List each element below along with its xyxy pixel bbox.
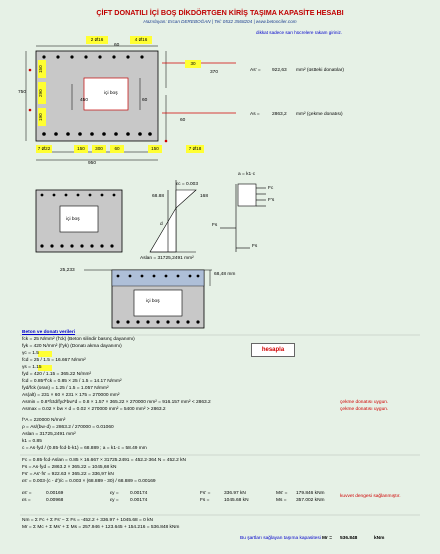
as2-value: 2863,2: [272, 112, 287, 117]
fs-row-2-h: 357.002 kNm: [296, 498, 325, 503]
fs-row-2-e: Fs =: [200, 498, 210, 503]
calc-line: As(alt) = 231 × 60 × 231 × 175 = 270000 mm²: [22, 393, 120, 398]
calc-line: γc = 1.5: [22, 351, 39, 356]
compression-block: [112, 270, 204, 286]
fs-row-1-b: 0.00169: [46, 491, 64, 496]
as2-unit: mm² (çekme donatısı): [296, 112, 343, 117]
input-bar-bottom-left[interactable]: 7 Ø22: [37, 146, 51, 151]
calc-header: Beton ve donatı verileri: [22, 330, 76, 335]
input-dim-left-c[interactable]: 190: [38, 108, 46, 126]
calc-line: fcd = 0.85*f'ck = 0.85 × 25 / 1.5 = 14.17 N/mm²: [22, 379, 122, 384]
right-value-label: 68,48 mm: [214, 272, 236, 277]
ok-note-2: çekme donatısı uygun.: [340, 407, 389, 412]
input-dim-b2[interactable]: 300: [92, 145, 106, 153]
calc-line: f*A = 220000 N/mm²: [22, 418, 66, 423]
calc-line: Fs' = As'·fs' = 922.63 × 365.22 = 336,97 kN: [22, 472, 114, 477]
aslan-label: Aslan = 31725,2491 mm²: [140, 256, 194, 261]
k1-label: a = k1·c: [238, 172, 256, 177]
calc-line: ρ = As/(bw·d) = 2863.2 / 270000 = 0.01060: [22, 425, 114, 430]
dim-left-total: 750: [18, 90, 27, 95]
fs-row-2-a: εs =: [22, 498, 31, 503]
gamma-c-input[interactable]: [38, 351, 52, 357]
fs-row-1-f: 336.97 kN: [224, 491, 246, 496]
calc-line: fyd/fck (oran) = 1.25 / 1.5 = 1.057 N/mm²: [22, 386, 109, 391]
strain-val-a: 68.88: [152, 194, 165, 199]
result-unit: kNm: [374, 536, 385, 541]
dim-top: 60: [114, 43, 120, 48]
as1-label: As' =: [250, 68, 261, 73]
ok-note-1: çekme donatısı uygun.: [340, 400, 389, 405]
calc-line: Fc = 0.85·fcd·Aslan = 0.85 × 16.667 × 31725.2491 = 452.2·364 N = 452.2 kN: [22, 458, 187, 463]
sum-row-1: Nm = Σ Fc + Σ Fs' − Σ Fs = -452.2 + 336.97 + 1045.68 = 0 kN: [22, 518, 153, 523]
fs-label: Fs: [212, 223, 218, 228]
fs-row-1-h: 179.846 kNm: [296, 491, 325, 496]
fs-row-1-d: 0.00174: [130, 491, 148, 496]
fs-row-2-b: 0.00968: [46, 498, 64, 503]
input-note: dikkat sadece sarı hücrelere rakam giriniz.: [256, 30, 343, 35]
calc-line: fck = 25 N/mm² (f'ck) (Beton silindir basınç dayanımı): [22, 337, 135, 342]
fs-row-2-g: Ms =: [276, 498, 287, 503]
fs-row-1-c: εy =: [110, 491, 119, 496]
calc-line: Aslan = 31725,2491 mm²: [22, 432, 76, 437]
input-bar-bottom-right[interactable]: 7 Ø18: [186, 145, 204, 153]
dim-right-lower: 60: [142, 98, 148, 103]
fs2-label: Fs: [252, 244, 258, 249]
input-bar-top-right[interactable]: 4 Ø16: [130, 36, 152, 44]
dim-right-side: 370: [210, 70, 219, 75]
calc-line: fyd = 420 / 1.15 = 365.22 N/mm²: [22, 372, 92, 377]
force-diagram: [220, 184, 266, 252]
input-dim-b1[interactable]: 150: [74, 145, 88, 153]
as2-label: As =: [250, 112, 260, 117]
balance-note: kuvvet dengesi sağlanmıştır.: [340, 494, 401, 499]
calc-line: fcd = 25 / 1.5 = 16.667 N/mm²: [22, 358, 86, 363]
calc-line: fyk = 420 N/mm² (f'yk) (Donatı akma dayanımı): [22, 344, 122, 349]
fs-row-1-e: Fs' =: [200, 491, 211, 496]
as1-value: 922,63: [272, 68, 287, 73]
fc-label: Fc: [268, 186, 274, 191]
calc-line: Asmax = 0.02 × bw × d = 0.02 × 270000 mm² = 5400 mm² > 2863.2: [22, 407, 166, 412]
input-bar-top-left[interactable]: 2 Ø16: [86, 36, 108, 44]
fs-row-2-f: 1045.68 kN: [224, 498, 249, 503]
page-subtitle: Hazırlayan: Ercan DEREBOĞAN | Tel: 0532 3568204 | www.betonciler.com: [143, 19, 297, 24]
fcs-label: F's: [268, 198, 275, 203]
red-arrows-1: [162, 63, 236, 113]
calc-line: εs' = 0.003·(c - d')/c = 0.003 × (68.889 - 30) / 68.889 = 0.00169: [22, 479, 156, 484]
hollow-label-1: içi boş: [104, 91, 118, 96]
page-title: ÇİFT DONATILI İÇİ BOŞ DİKDÖRTGEN KİRİŞ TAŞIMA KAPASİTE HESABI: [96, 8, 344, 17]
calc-line: Asmin = 0.8*fctd/fyd*bw*d = 0.8 × 1.57 × 365.22 × 270000 mm² = 916.157 mm² < 2863.2: [22, 400, 211, 405]
as1-unit: mm² (üstteki donatılar): [296, 68, 344, 73]
fs-row-2-c: εy =: [110, 498, 119, 503]
dim-total-width: 950: [88, 161, 97, 166]
calc-line: k1 = 0.85: [22, 439, 42, 444]
hollow-label-2: içi boş: [66, 217, 80, 222]
eps-c-label: εc = 0.003: [176, 182, 199, 187]
dim-mid: 450: [80, 98, 89, 103]
result-label: Mr =: [322, 536, 332, 541]
result-value: 536.848: [340, 536, 358, 541]
input-dim-b3[interactable]: 60: [110, 145, 124, 153]
left-value-label: 25,233: [60, 268, 75, 273]
fs-row-2-d: 0.00174: [130, 498, 148, 503]
input-dim-left-a[interactable]: 150: [38, 60, 46, 78]
final-note: Bu şartları sağlayan taşıma kapasitesi: [240, 536, 321, 541]
input-dim-left-b[interactable]: 290: [38, 82, 46, 104]
strain-val-b: 168: [200, 194, 209, 199]
input-dim-right-top[interactable]: 30: [185, 60, 201, 68]
sum-row-2: Mr = Σ Mc + Σ Ms' + Σ Ms = 257.946 + 123.645 + 154.216 = 536.848 kNm: [22, 525, 180, 530]
calc-line: γs = 1.15: [22, 365, 42, 370]
d-label: d: [160, 222, 163, 227]
calc-line: Fs = As·fyd = 2863.2 × 365.22 = 1045,68 kN: [22, 465, 117, 470]
hollow-label-3: içi boş: [146, 299, 160, 304]
fs-row-1-a: εs' =: [22, 491, 32, 496]
fs-row-1-g: Ms' =: [276, 491, 288, 496]
input-dim-b4[interactable]: 150: [148, 145, 162, 153]
strain-diagram: [150, 180, 199, 252]
calc-line: c = As·fyd / (0.85·fcd·b·k1) = 68.889 ; a = k1·c = 58.49 mm: [22, 446, 147, 451]
dim-bottom-inner: 60: [180, 118, 186, 123]
calculate-button[interactable]: hesapla: [251, 343, 295, 357]
